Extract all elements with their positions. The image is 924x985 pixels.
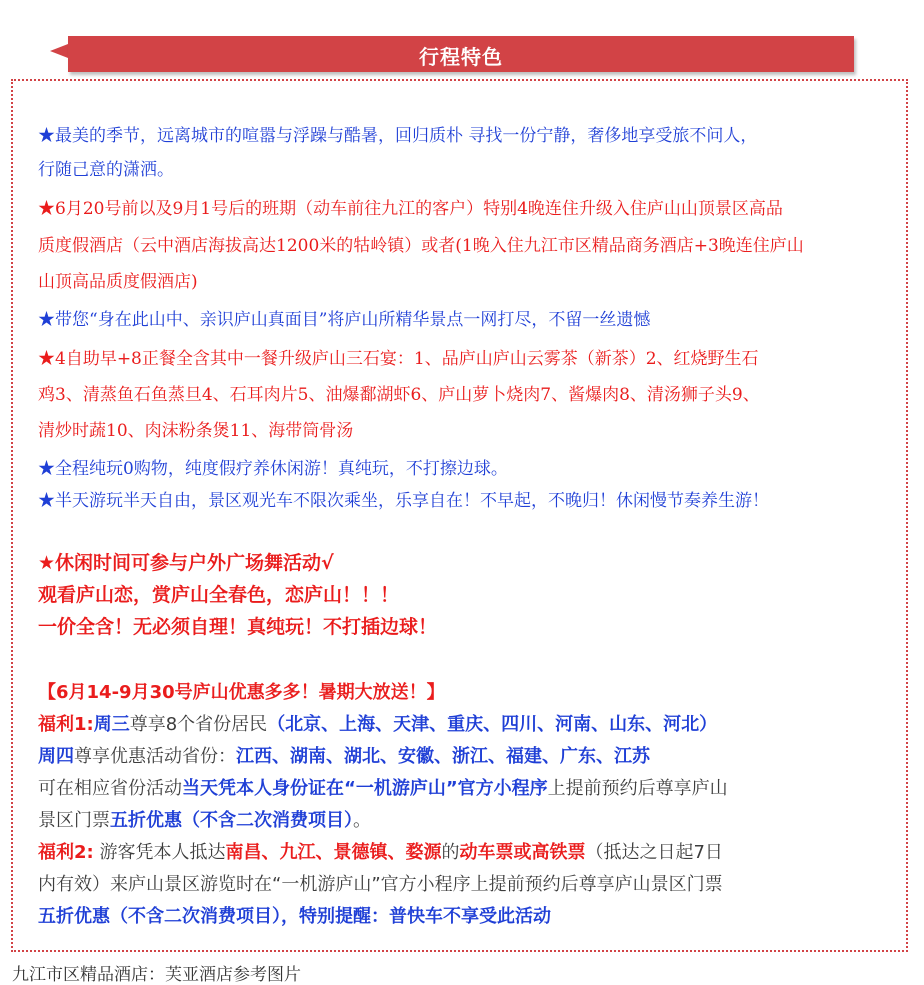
benefit-1-day2: 周四: [38, 746, 74, 767]
benefit-1-text3: 可在相应省份活动: [38, 778, 182, 799]
benefit-1-text2: 尊享优惠活动省份：: [74, 746, 236, 767]
feature-4-line-2: 鸡3、清蒸鱼石鱼蒸旦4、石耳肉片5、油爆鄱湖虾6、庐山萝卜烧肉7、酱爆肉8、清汤狮子头9、: [38, 385, 760, 405]
highlight-3: 一价全含！无必须自理！真纯玩！不打插边球！: [38, 616, 438, 638]
benefit-2-text2: （抵达之日起7日: [585, 842, 723, 863]
benefit-2-line-2: 内有效）来庐山景区游览时在“一机游庐山”官方小程序上提前预约后尊享庐山景区门票: [38, 874, 723, 895]
benefit-1-provinces: （北京、上海、天津、重庆、四川、河南、山东、河北）: [267, 714, 718, 735]
benefit-1-provinces2: 江西、湖南、湖北、安徽、浙江、福建、广东、江苏: [236, 746, 650, 767]
benefit-1-day: 周三: [93, 714, 130, 735]
benefit-2-text1: 游客凭本人抵达: [93, 842, 226, 863]
banner-flag: [50, 44, 68, 58]
benefit-1-label: 福利1:: [38, 714, 94, 735]
benefit-1-line-3: [38, 774, 728, 800]
benefit-2-line-1: [38, 838, 723, 864]
benefit-2-tickets: 动车票或高铁票: [459, 842, 586, 863]
benefit-1-bold3: 当天凭本人身份证在“一机游庐山”官方小程序: [182, 778, 548, 799]
benefit-2-de: 的: [441, 842, 460, 863]
feature-1-line-2: 行随己意的潇洒。: [38, 160, 174, 180]
benefit-1-text4: 上提前预约后尊享庐山: [547, 778, 728, 799]
benefit-1-text5: 景区门票: [38, 810, 110, 831]
benefit-1-tail5: 。: [353, 810, 371, 831]
benefit-1-text: 尊享8个省份居民: [129, 714, 268, 735]
benefit-1-bold5: 五折优惠（不含二次消费项目）: [110, 810, 353, 831]
feature-6-line-1: ★半天游玩半天自由，景区观光车不限次乘坐，乐享自在！不早起，不晚归！休闲慢节奏养生游！: [38, 491, 769, 511]
promo-title: 【6月14-9月30号庐山优惠多多！暑期大放送！】: [38, 682, 445, 703]
section-banner: [68, 36, 854, 72]
feature-5-line-1: ★全程纯玩0购物，纯度假疗养休闲游！真纯玩，不打擦边球。: [38, 459, 508, 479]
feature-2-line-1: ★6月20号前以及9月1号后的班期（动车前往九江的客户）特别4晚连住升级入住庐山山顶景区高品: [38, 199, 783, 219]
section-title: 行程特色: [419, 45, 503, 69]
highlight-1: ★休闲时间可参与户外广场舞活动√: [38, 552, 334, 574]
benefit-2-line-3: 五折优惠（不含二次消费项目），特别提醒：普快车不享受此活动: [38, 906, 551, 927]
feature-2-line-2: 质度假酒店（云中酒店海拔高达1200米的牯岭镇）或者(1晚入住九江市区精品商务酒店+3晚连住庐山: [38, 236, 804, 256]
feature-4-line-3: 清炒时蔬10、肉沫粉条煲11、海带筒骨汤: [38, 421, 354, 441]
benefit-1-line-4: [38, 806, 371, 832]
benefit-1-line-2: [38, 742, 650, 768]
feature-1-line-1: ★最美的季节，远离城市的喧嚣与浮躁与酷暑，回归质朴 寻找一份宁静，奢侈地享受旅不问人，: [38, 126, 758, 146]
benefit-1-line-1: [38, 710, 717, 736]
feature-4-line-1: ★4自助早+8正餐全含其中一餐升级庐山三石宴：1、品庐山庐山云雾茶（新茶）2、红烧野生石: [38, 349, 759, 369]
benefit-2-cities: 南昌、九江、景德镇、婺源: [225, 842, 442, 863]
footer-caption: 九江市区精品酒店：芙亚酒店参考图片: [12, 965, 301, 985]
benefit-2-label: 福利2:: [38, 842, 94, 863]
highlight-2: 观看庐山恋，赏庐山全春色，恋庐山！！！: [38, 584, 400, 606]
feature-3-line-1: ★带您“身在此山中、亲识庐山真面目”将庐山所精华景点一网打尽，不留一丝遗憾: [38, 310, 651, 330]
feature-2-line-3: 山顶高品质度假酒店): [38, 272, 198, 292]
